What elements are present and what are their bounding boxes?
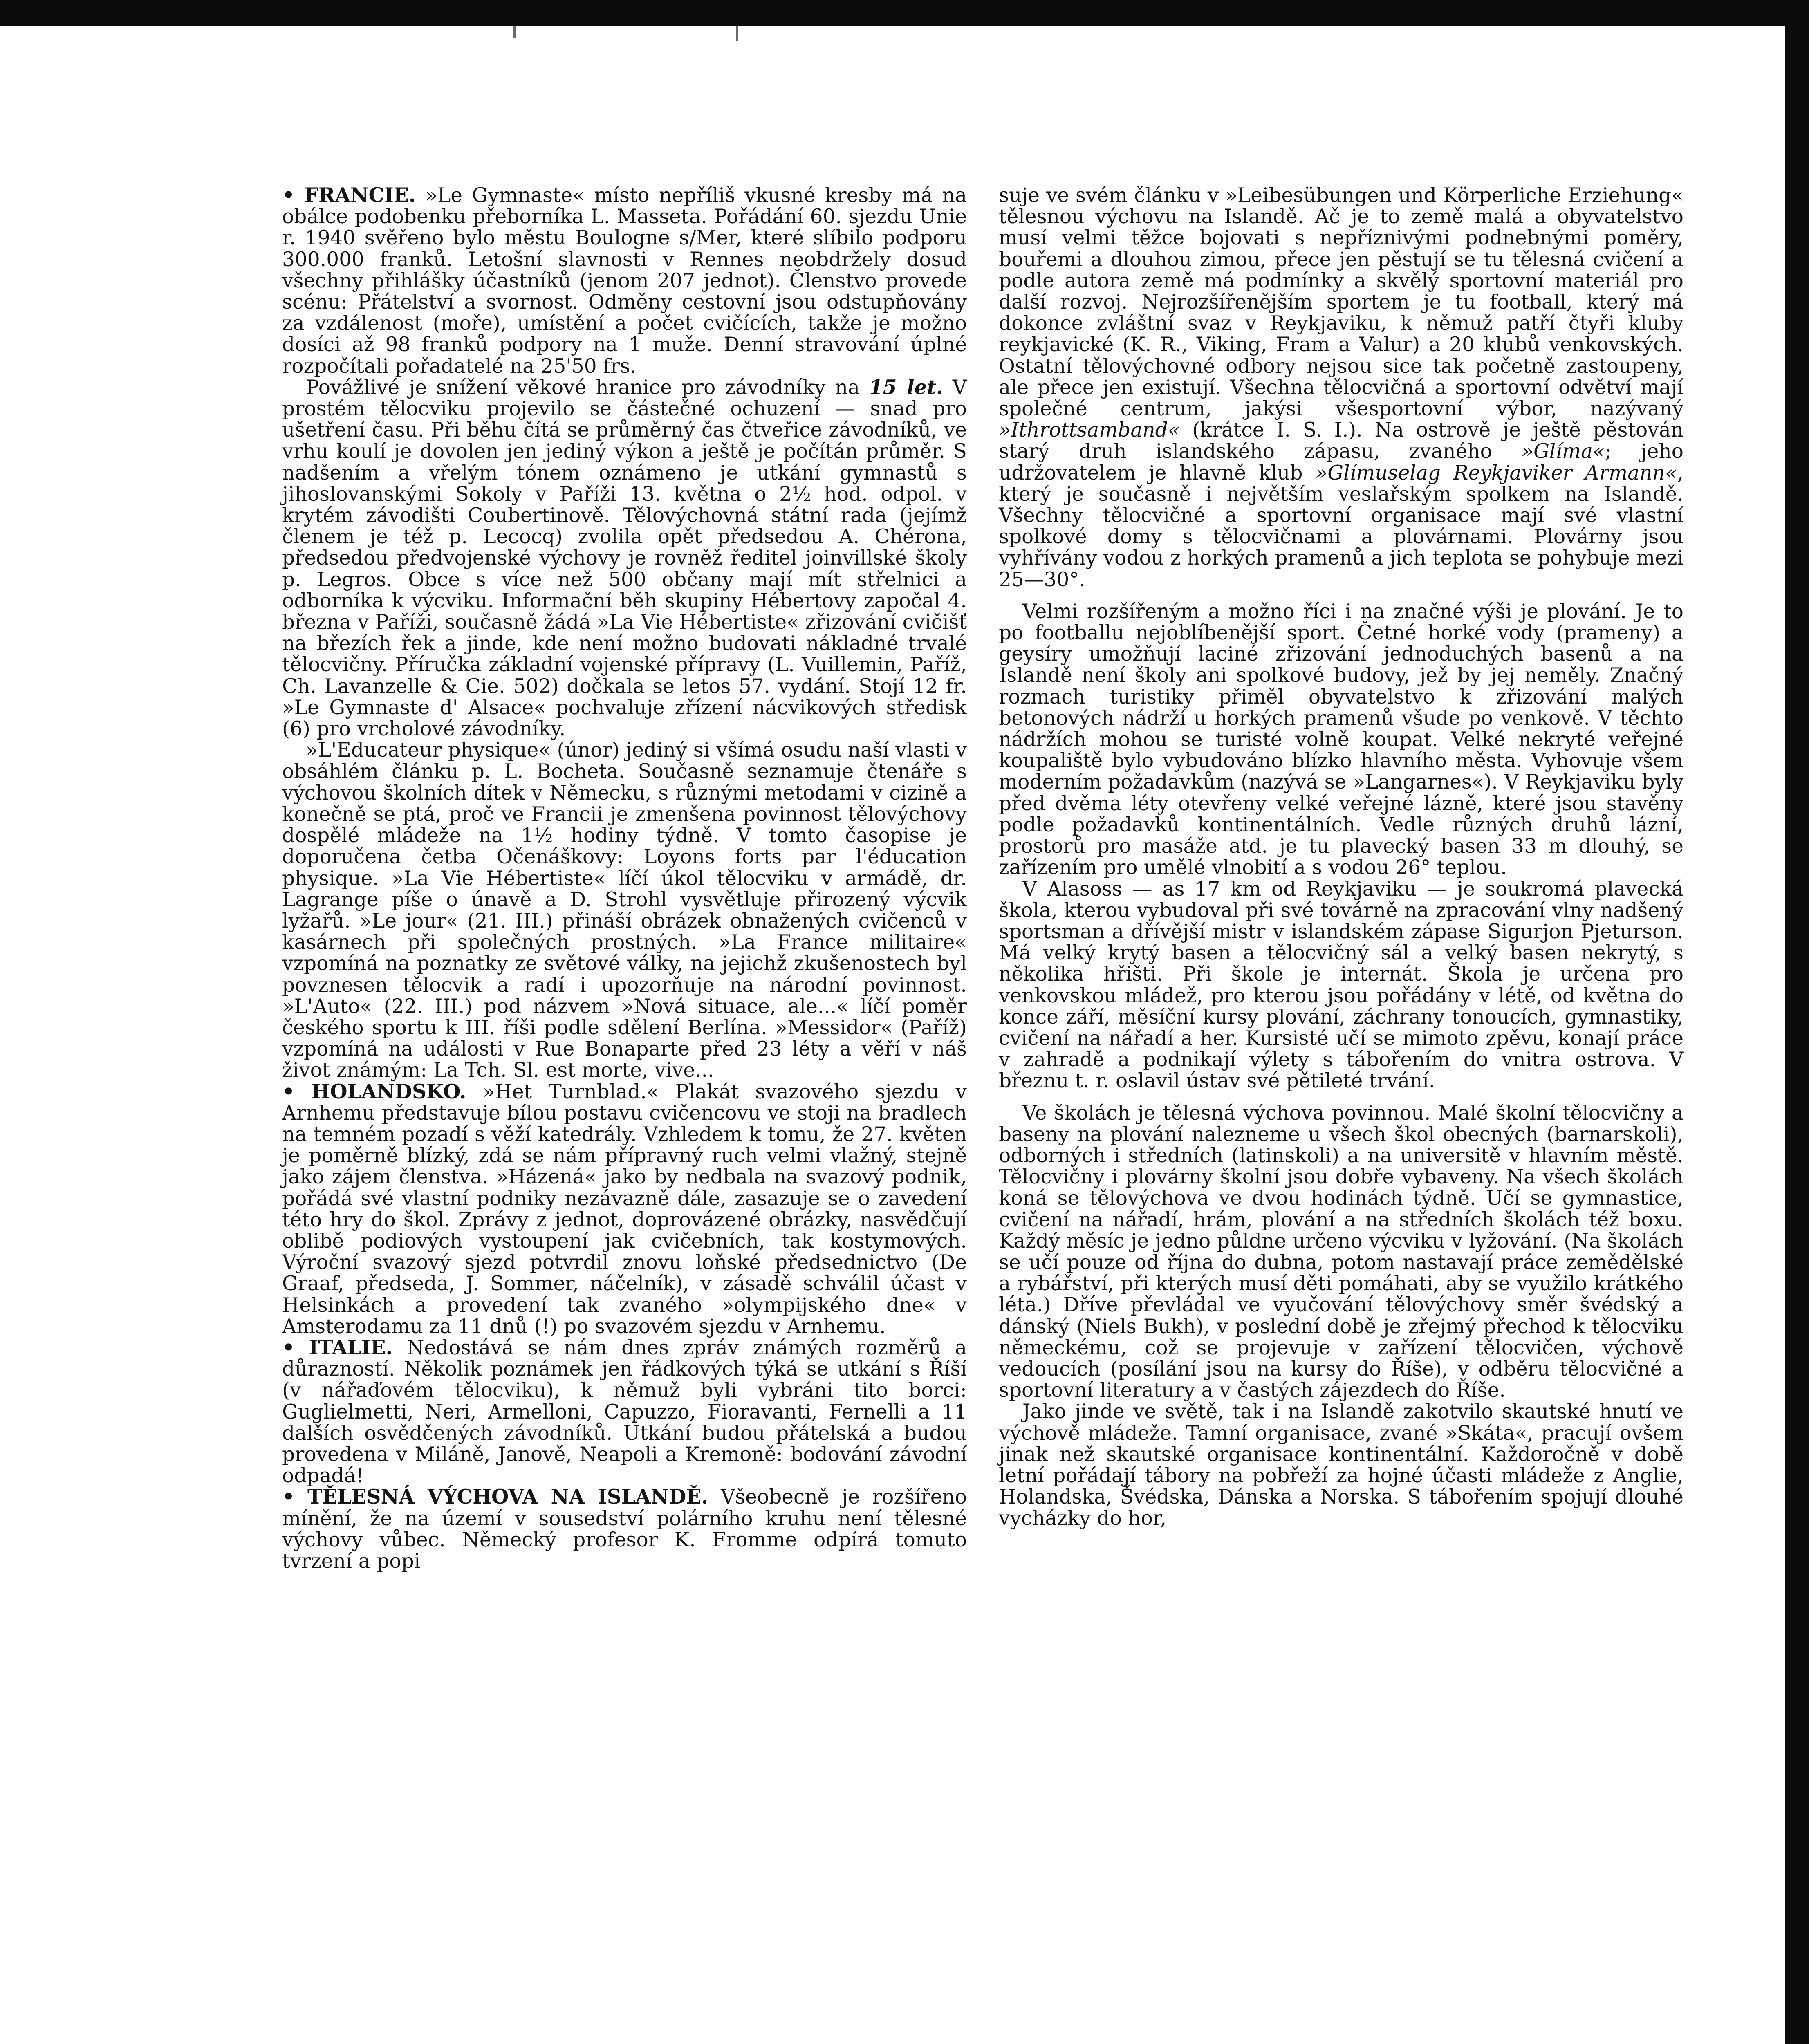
- section-francie: [282, 185, 967, 377]
- paragraph-text: Ve školách je tělesná výchova povinnou. Malé školní tělocvičny a baseny na plování nalezneme u všech škol obecných (barnarskoli), odborných i středních (latinskoli) a na universitě v hlavním městě. Tělocvičny i plovárny školní jsou dobře vybaveny. Na všech školách koná se tělovýchova ve dvou hodinách týdně. Učí se gymnastice, cvičení na nářadí, hrám, plování a na středních školách též boxu. Každý měsíc je jedno půldne určeno výcviku v lyžování. (Na školách se učí pouze od října do dubna, potom nastavají práce zemědělské a rybářství, při kterých musí děti pomáhati, aby se využilo krátkého léta.) Dříve převládal ve vyučování tělovýchovy směr švédský a dánský (Niels Bukh), v poslední době je zřejmý přechod k tělocviku německému, což se projevuje v zařízení tělocvičen, výchově vedoucích (posílání jsou na kursy do Říše), v odběru tělocvičné a sportovní literatury a v častých zájezdech do Říše.: [999, 1101, 1683, 1402]
- emphasis-text: 15 let.: [869, 375, 943, 399]
- paragraph: [282, 377, 967, 740]
- paragraph-text: Všeobecně je rozšířeno mínění, že na území v sousedství polárního kruhu není tělesné výchovy vůbec. Německý profesor K. Fromme odpírá tomuto tvrzení a popi: [282, 1486, 967, 1573]
- paragraph: [282, 740, 967, 1081]
- right-column: [999, 185, 1683, 1529]
- paragraph-text: Velmi rozšířeným a možno říci i na značné výši je plování. Je to po footballu nejoblíbenější sport. Četné horké vody (prameny) a geysíry umožňují laciné zřizování jednoduchých basenů a na Islandě není školy ani spolkové budovy, jež by jej neměly. Značný rozmach turistiky přiměl obyvatelstvo k zřizování malých betonových nádrží u horkých pramenů všude po venkově. V těchto nádržích mohou se turisté volně koupat. Velké nekryté veřejné koupaliště bylo vybudováno blízko hlavního města. Vyhovuje všem moderním požadavkům (nazývá se »Langarnes«). V Reykjaviku byly před dvěma léty otevřeny velké veřejné lázně, které jsou stavěny podle požadavků kontinentálních. Vedle různých druhů lázní, prostorů pro masáže atd. je tu plavecký basen 33 m dlouhý, se zařízením pro umělé vlnobití a s vodou 26° teplou.: [999, 600, 1683, 879]
- bullet-icon: •: [282, 184, 295, 207]
- paragraph: [999, 601, 1683, 879]
- paragraph-text: »L'Educateur physique« (únor) jediný si všímá osudu naší vlasti v obsáhlém článku p. L. Bocheta. Současně seznamuje čtenáře s výchovou školních dítek v Německu, s různými metodami v cizině a konečně se ptá, proč ve Francii je zmenšena povinnost tělovýchovy dospělé mládeže na 1½ hodiny týdně. V tomto časopise je doporučena četba Očenáškovy: Loyons forts par l'éducation physique. »La Vie Hébertiste« líčí úkol tělocviku v armádě, dr. Lagrange píše o únavě a D. Strohl vysvětluje přirozený výcvik lyžařů. »Le jour« (21. III.) přináší obrázek obnažených cvičenců v kasárnech při společných prostných. »La France militaire« vzpomíná na poznatky ze světové války, na jejichž zkušenostech byl povznesen tělocvik a radí i upozorňuje na národní povinnost. »L'Auto« (22. III.) pod názvem »Nová situace, ale...« líčí poměr českého sportu k III. říši podle sdělení Berlína. »Messidor« (Paříž) vzpomíná na události v Rue Bonaparte před 23 léty a věří v náš život známým: La Tch. Sl. est morte, vive...: [282, 739, 967, 1082]
- paragraph: [999, 1401, 1683, 1529]
- section-heading-island: TĚLESNÁ VÝCHOVA NA ISLANDĚ.: [307, 1485, 708, 1509]
- bullet-icon: •: [282, 1485, 295, 1509]
- paragraph-text: (krátce I. S. I.). Na ostrově je ještě pěstován starý druh islandského zápasu, zvaného: [999, 419, 1683, 463]
- paragraph-text: Povážlivé je snížení věkové hranice pro závodníky na: [306, 376, 869, 399]
- emphasis-text: »Ithrottsamband«: [999, 419, 1180, 442]
- scan-mark: [736, 26, 738, 41]
- paragraph: [999, 1103, 1683, 1401]
- paragraph-text: V Alasoss — as 17 km od Reykjaviku — je soukromá plavecká škola, kterou vybudoval při své továrně na zpracování vlny nadšený sportsman a dřívější mistr v islandském zápase Sigurjon Pjeturson. Má velký krytý basen a tělocvičný sál a velký basen nekrytý, s několika hřišti. Při škole je internát. Škola je určena pro venkovskou mládež, pro kterou jsou pořádány v létě, od května do konce září, měsíční kursy plování, záchrany tonoucích, gymnastiky, cvičení na nářadí a her. Kursisté učí se mimoto zpěvu, konají práce v zahradě a podnikají výlety s tábořením do vnitra ostrova. V březnu t. r. oslavil ústav své pětileté trvání.: [999, 877, 1683, 1093]
- left-column: [282, 185, 967, 1572]
- paragraph-text: »Le Gymnaste« místo nepříliš vkusné kresby má na obálce podobenku přeborníka L. Masseta. Pořádání 60. sjezdu Unie r. 1940 svěřeno bylo městu Boulogne s/Mer, které slíbilo podporu 300.000 franků. Letošní slavnosti v Rennes neobdržely dosud všechny přihlášky účastníků (jenom 207 jednot). Členstvo provede scénu: Přátelství a svornost. Odměny cestovní jsou odstupňovány za vzdálenost (moře), umístění a počet cvičících, takže je možno dosíci až 98 franků podpory na 1 muže. Denní stravování úplné rozpočítali pořadatelé na 25'50 frs.: [282, 184, 967, 378]
- paragraph: [999, 185, 1683, 590]
- emphasis-text: »Glíma«: [1521, 440, 1605, 463]
- scan-mark: [513, 26, 516, 38]
- section-heading-italie: ITALIE.: [309, 1336, 393, 1359]
- scan-top-border: [0, 0, 1809, 26]
- paragraph: [999, 879, 1683, 1092]
- paragraph-text: Jako jinde ve světě, tak i na Islandě zakotvilo skautské hnutí ve výchově mládeže. Tamní organisace, zvané »Skáta«, pracují ovšem jinak než skautské organisace kontinentální. Každoročně v době letní pořádají tábory na pobřeží za hojné účasti mládeže z Anglie, Holandska, Švédska, Dánska a Norska. S tábořením spojují dlouhé vycházky do hor,: [999, 1400, 1683, 1530]
- section-heading-holandsko: HOLANDSKO.: [311, 1080, 466, 1103]
- paragraph-text: suje ve svém článku v »Leibesübungen und Körperliche Erziehung« tělesnou výchovu na Islandě. Ač je to země malá a obyvatelstvo musí velmi těžce bojovati s nepříznivými podnebnými poměry, bouřemi a dlouhou zimou, přece jen pěstují se tu tělesná cvičení a podle autora země má podmínky a skvělý sportovní materiál pro další rozvoj. Nejrozšířenějším sportem je tu football, který má dokonce zvláštní svaz v Reykjaviku, k němuž patří čtyři kluby reykjavické (K. R., Viking, Fram a Valur) a 20 klubů venkovských. Ostatní tělovýchovné odbory nejsou sice tak početně zastoupeny, ale přece jen existují. Všechna tělocvičná a sportovní odvětví mají společné centrum, jakýsi všesportovní výbor, nazývaný: [999, 184, 1683, 421]
- emphasis-text: »Glímuselag Reykjaviker Armann«: [1315, 461, 1677, 484]
- paragraph-text: ; jeho udržovatelem je hlavně klub: [999, 440, 1683, 484]
- section-island: [282, 1486, 967, 1572]
- section-holandsko: [282, 1081, 967, 1337]
- section-heading-francie: FRANCIE.: [304, 184, 416, 207]
- paragraph-text: Nedostává se nám dnes zpráv známých rozměrů a důrazností. Několik poznámek jen řádkových týká se utkání s Říší (v nářaďovém tělocviku), k němuž byli vybráni tito borci: Guglielmetti, Neri, Armelloni, Capuzzo, Fioravanti, Fernelli a 11 dalších osvědčených závodníků. Utkání budou přátelská a budou provedena v Miláně, Janově, Neapoli a Kremoně: bodování závodní odpadá!: [282, 1336, 967, 1488]
- section-italie: [282, 1337, 967, 1486]
- bullet-icon: •: [282, 1080, 295, 1103]
- paragraph-text: V prostém tělocviku projevilo se částečné ochuzení — snad pro ušetření času. Při běhu čítá se průměrný čas čtveřice závodníků, ve vrhu koulí je dovolen jen jediný výkon a ještě je počítán průměr. S nadšením a vřelým tónem oznámeno je utkání gymnastů s jihoslovanskými Sokoly v Paříži 13. května o 2½ hod. odpol. v krytém závodišti Coubertinově. Tělovýchovná státní rada (jejímž členem je též p. Lecocq) zvolila opět předsedou A. Chérona, předsedou předvojenské výchovy je rovněž ředitel joinvillské školy p. Legros. Obce s více než 500 občany mají mít střelnici a odborníka k výcviku. Informační běh skupiny Hébertovy započal 4. března v Paříži, současně žádá »La Vie Hébertiste« zřizování cvičišť na březích řek a jinde, kde není možno budovati nákladné trvalé tělocvičny. Příručka základní vojenské přípravy (L. Vuillemin, Paříž, Ch. Lavanzelle & Cie. 502) dočkala se letos 57. vydání. Stojí 12 fr. »Le Gymnaste d' Alsace« pochvaluje zřízení nácvikových středisk (6) pro vrcholové závodníky.: [282, 376, 967, 741]
- paragraph-text: »Het Turnblad.« Plakát svazového sjezdu v Arnhemu představuje bílou postavu cvičencovu ve stoji na bradlech na temném pozadí s věží katedrály. Vzhledem k tomu, že 27. květen je poměrně blízký, zdá se nám přípravný ruch velmi vlažný, stejně jako zájem členstva. »Házená« jako by nedbala na svazový podnik, pořádá své vlastní podniky nezávazně dále, zasazuje se o zavedení této hry do škol. Zprávy z jednot, doprovázené obrázky, nasvědčují oblibě podiových vystoupení jak cvičebních, tak kostymových. Výroční svazový sjezd potvrdil znovu loňské předsednictvo (De Graaf, předseda, J. Sommer, náčelník), v zásadě schválil účast v Helsinkách a provedení tak zvaného »olympijského dne« v Amsterodamu za 11 dnů (!) po svazovém sjezdu v Arnhemu.: [282, 1080, 967, 1338]
- scan-right-border: [1785, 0, 1809, 2044]
- paragraph-text: , který je současně i největším veslařským spolkem na Islandě. Všechny tělocvičné a sportovní organisace mají své vlastní spolkové domy s tělocvičnami a plovárnami. Plovárny jsou vyhřívány vodou z horkých pramenů a jich teplota se pohybuje mezi 25—30°.: [999, 461, 1683, 591]
- bullet-icon: •: [282, 1336, 295, 1359]
